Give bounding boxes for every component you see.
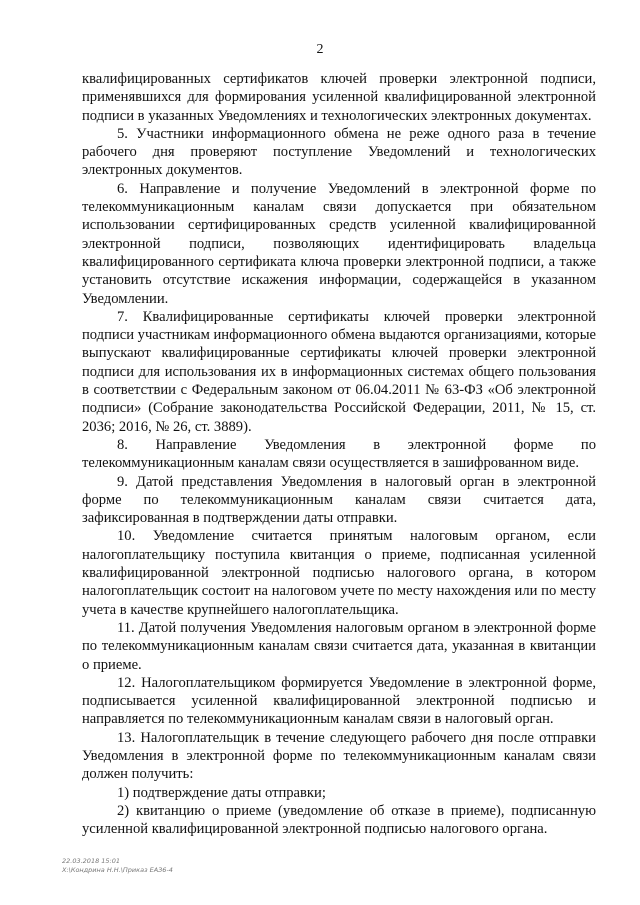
- file-footer: [62, 857, 173, 875]
- paragraph-item-9: 9. Датой представления Уведомления в налоговый орган в электронной форме по телекоммуникационным каналам связи считается дата, зафиксированная в подтверждении даты отправки.: [82, 473, 596, 527]
- document-body: [82, 70, 596, 838]
- sub-item-1: 1) подтверждение даты отправки;: [117, 784, 326, 801]
- paragraph-item-6: 6. Направление и получение Уведомлений в электронной форме по телекоммуникационным каналам связи допускается при обязательном использовании сертифицированных средств усиленной квалифицированной электронной подписи, позволяющих идентифицировать владельца квалифицированного сертификата ключа проверки электронной подписи, а также установить отсутствие искажения информации, содержащейся в указанном Уведомлении.: [82, 180, 596, 307]
- paragraph-item-5: 5. Участники информационного обмена не реже одного раза в течение рабочего дня проверяют поступление Уведомлений и технологических электронных документов.: [82, 125, 596, 179]
- paragraph-item-7: 7. Квалифицированные сертификаты ключей проверки электронной подписи участникам информационного обмена выдаются организациями, которые выпускают квалифицированные сертификаты ключей проверки электронной подписи для использования их в информационных системах общего пользования в соответствии с Федеральным законом от 06.04.2011 № 63-ФЗ «Об электронной подписи» (Собрание законодательства Российской Федерации, 2011, № 15, ст. 2036; 2016, № 26, ст. 3889).: [82, 308, 596, 435]
- paragraph-item-12: 12. Налогоплательщиком формируется Уведомление в электронной форме, подписывается усиленной квалифицированной электронной подписью и направляется по телекоммуникационным каналам связи в налоговый орган.: [82, 674, 596, 728]
- paragraph-item-10: 10. Уведомление считается принятым налоговым органом, если налогоплательщику поступила квитанция о приеме, подписанная усиленной квалифицированной электронной подписью налогового органа, в котором налогоплательщик состоит на налоговом учете по месту нахождения или по месту учета в качестве крупнейшего налогоплательщика.: [82, 528, 596, 618]
- page-number: 2: [316, 42, 324, 57]
- sub-item-2: 2) квитанцию о приеме (уведомление об отказе в приеме), подписанную усиленной квалифицированной электронной подписью налогового органа.: [82, 802, 596, 838]
- paragraph-item-8: 8. Направление Уведомления в электронной форме по телекоммуникационным каналам связи осуществляется в зашифрованном виде.: [82, 436, 596, 472]
- paragraph-item-13: 13. Налогоплательщик в течение следующего рабочего дня после отправки Уведомления в электронной форме по телекоммуникационным каналам связи должен получить:: [82, 729, 596, 783]
- paragraph-item-11: 11. Датой получения Уведомления налоговым органом в электронной форме по телекоммуникационным каналам связи считается дата, указанная в квитанции о приеме.: [82, 619, 596, 673]
- footer-timestamp: 22.03.2018 15:01: [62, 857, 121, 865]
- paragraph-continuation: квалифицированных сертификатов ключей проверки электронной подписи, применявшихся для формирования усиленной квалифицированной электронной подписи в указанных Уведомлениях и технологических электронных документах.: [82, 71, 596, 124]
- footer-file-path: X:\Кондрина Н.Н.\Приказ ЕАЗ6-4: [62, 866, 173, 874]
